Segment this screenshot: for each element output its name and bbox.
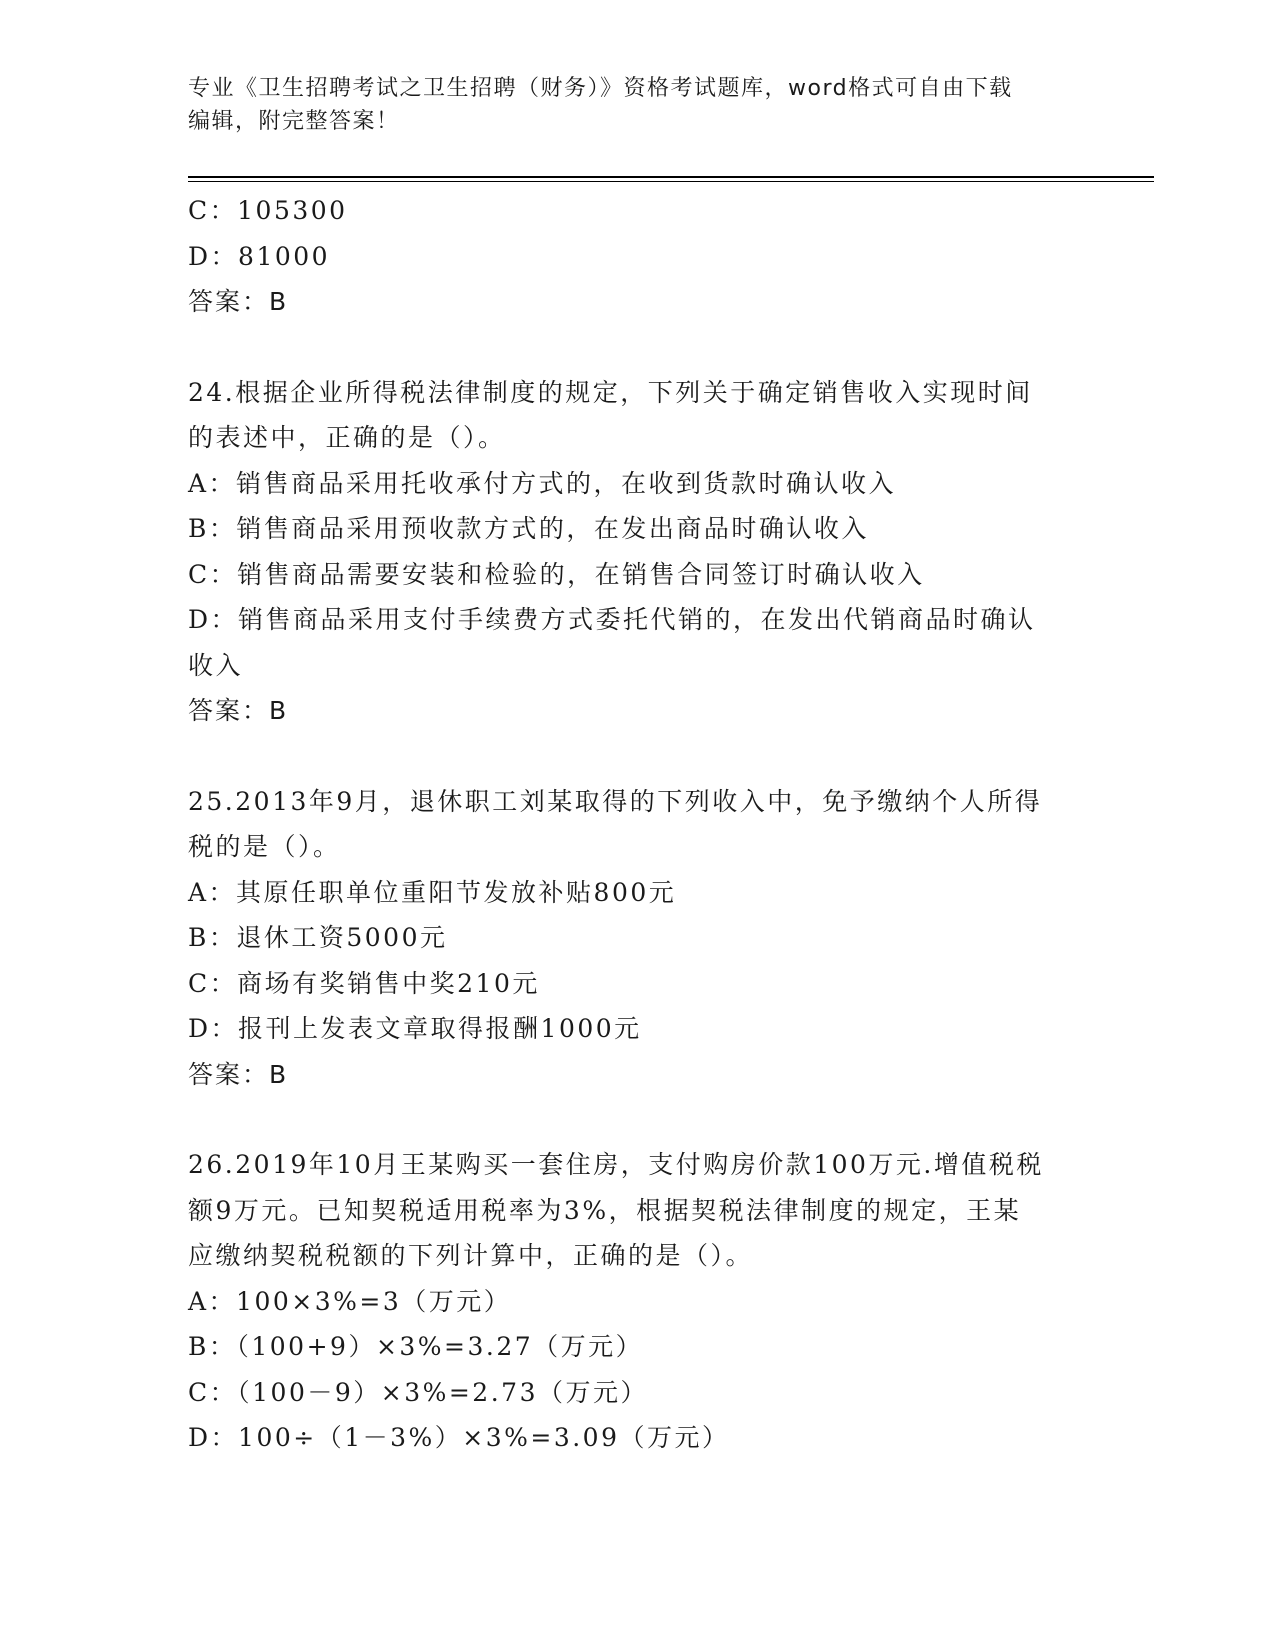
question-26 — [188, 1142, 1088, 1461]
option-c: C：（100－9）×3%=2.73（万元） — [188, 1377, 648, 1407]
question-stem-line: 26.2019年10月王某购买一套住房，支付购房价款100万元.增值税税 — [188, 1150, 1044, 1179]
option-c: C：销售商品需要安装和检验的，在销售合同签订时确认收入 — [188, 559, 925, 589]
option-a: A：其原任职单位重阳节发放补贴800元 — [188, 877, 677, 907]
spacer — [188, 734, 1088, 779]
option-a: A：100×3%=3（万元） — [188, 1286, 512, 1316]
answer: 答案：B — [188, 287, 289, 316]
option-d: D：81000 — [188, 241, 331, 271]
option-d: D：100÷（1－3%）×3%=3.09（万元） — [188, 1423, 730, 1452]
option-c: C：商场有奖销售中奖210元 — [188, 968, 540, 998]
question-stem-line: 应缴纳契税税额的下列计算中，正确的是（）。 — [188, 1241, 754, 1270]
option-c: C：105300 — [188, 196, 348, 225]
question-25 — [188, 779, 1088, 1098]
option-d-continued: 收入 — [188, 650, 244, 680]
answer: 答案：B — [188, 696, 289, 725]
option-b: B：退休工资5000元 — [188, 923, 448, 952]
previous-question-tail — [188, 188, 1088, 325]
answer: 答案：B — [188, 1059, 289, 1089]
option-d: D：报刊上发表文章取得报酬1000元 — [188, 1014, 642, 1043]
spacer — [188, 1097, 1088, 1142]
header-rule-thick — [188, 176, 1154, 178]
option-d: D：销售商品采用支付手续费方式委托代销的，在发出代销商品时确认 — [188, 605, 1036, 634]
header-rule-thin — [188, 181, 1154, 182]
question-24 — [188, 370, 1088, 734]
question-stem-line: 税的是（）。 — [188, 832, 341, 861]
question-content — [188, 188, 1088, 1461]
question-stem-line: 25.2013年9月，退休职工刘某取得的下列收入中，免予缴纳个人所得 — [188, 786, 1043, 816]
question-stem-line: 额9万元。已知契税适用税率为3%，根据契税法律制度的规定，王某 — [188, 1195, 1022, 1225]
option-b: B：销售商品采用预收款方式的，在发出商品时确认收入 — [188, 514, 869, 543]
question-stem-line: 的表述中，正确的是（）。 — [188, 423, 506, 452]
question-stem-line: 24.根据企业所得税法律制度的规定，下列关于确定销售收入实现时间 — [188, 377, 1033, 407]
header-line-2: 编辑，附完整答案！ — [188, 109, 400, 134]
spacer — [188, 325, 1088, 370]
option-b: B：（100+9）×3%=3.27（万元） — [188, 1332, 644, 1361]
option-a: A：销售商品采用托收承付方式的，在收到货款时确认收入 — [188, 468, 897, 498]
page-header — [188, 72, 1088, 138]
header-line-1: 专业《卫生招聘考试之卫生招聘（财务）》资格考试题库，word格式可自由下载 — [188, 76, 1013, 101]
